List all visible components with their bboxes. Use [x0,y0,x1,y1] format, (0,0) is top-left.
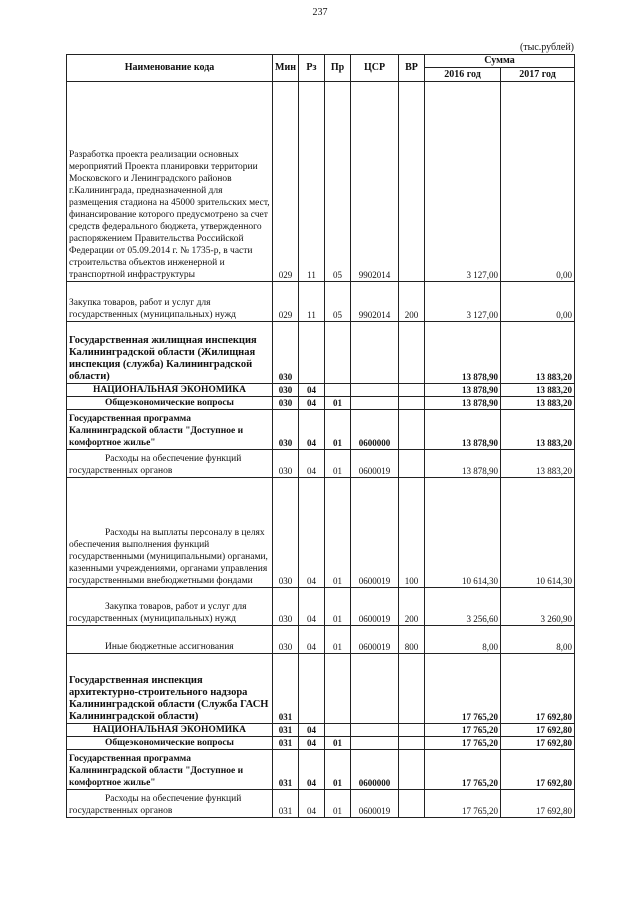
header-pr: Пр [325,55,351,82]
header-name: Наименование кода [67,55,273,82]
header-2017: 2017 год [501,68,575,82]
table-row: Разработка проекта реализации основных мероприятий Проекта планировки территории Московского и Ленинградского районов г.Калининграда, предназначенной для размещения стадиона на 45000 зрительских мест, финансирование которого предусмотрено за счет средств федерального бюджета, утвержденного распоряжением Правительства Российской Федерации от 05.09.2014 г. № 1735-р, в части строительства объектов инженерной и транспортной инфраструктуры 029 11 05 9902014 3 127,00 0,00 [67,82,575,282]
table-row: Расходы на обеспечение функций государственных органов 030 04 01 0600019 13 878,90 13 883,20 [67,450,575,478]
table-row: НАЦИОНАЛЬНАЯ ЭКОНОМИКА 030 04 13 878,90 13 883,20 [67,384,575,397]
units-note: (тыс.рублей) [519,42,574,53]
table-row: Расходы на обеспечение функций государственных органов 031 04 01 0600019 17 765,20 17 692,80 [67,790,575,818]
header-2016: 2016 год [425,68,501,82]
header-sum: Сумма [425,55,575,68]
table-row: Закупка товаров, работ и услуг для государственных (муниципальных) нужд 029 11 05 9902014 200 3 127,00 0,00 [67,282,575,322]
budget-table [66,54,575,818]
table-row: Расходы на выплаты персоналу в целях обеспечения выполнения функций государственными (муниципальными) органами, казенными учреждениями, органами управления государственными внебюджетными фондами 030 04 01 0600019 100 10 614,30 10 614,30 [67,478,575,588]
table-row: Государственная инспекция архитектурно-строительного надзора Калининградской области (Служба ГАСН Калининградской области) 031 17 765,20 17 692,80 [67,654,575,724]
header-min: Мин [273,55,299,82]
table-row: Государственная жилищная инспекция Калининградской области (Жилищная инспекция (служба) Калининградской области) 030 13 878,90 13 883,20 [67,322,575,384]
header-rz: Рз [299,55,325,82]
table-row: Государственная программа Калининградской области "Доступное и комфортное жилье" 030 04 01 0600000 13 878,90 13 883,20 [67,410,575,450]
table-row: НАЦИОНАЛЬНАЯ ЭКОНОМИКА 031 04 17 765,20 17 692,80 [67,724,575,737]
header-vr: ВР [399,55,425,82]
table-row: Государственная программа Калининградской области "Доступное и комфортное жилье" 031 04 01 0600000 17 765,20 17 692,80 [67,750,575,790]
table-row: Иные бюджетные ассигнования 030 04 01 0600019 800 8,00 8,00 [67,626,575,654]
header-csr: ЦСР [351,55,399,82]
table-row: Общеэкономические вопросы 031 04 01 17 765,20 17 692,80 [67,737,575,750]
table-row: Общеэкономические вопросы 030 04 01 13 878,90 13 883,20 [67,397,575,410]
page-number: 237 [312,7,328,18]
table-row: Закупка товаров, работ и услуг для государственных (муниципальных) нужд 030 04 01 0600019 200 3 256,60 3 260,90 [67,588,575,626]
